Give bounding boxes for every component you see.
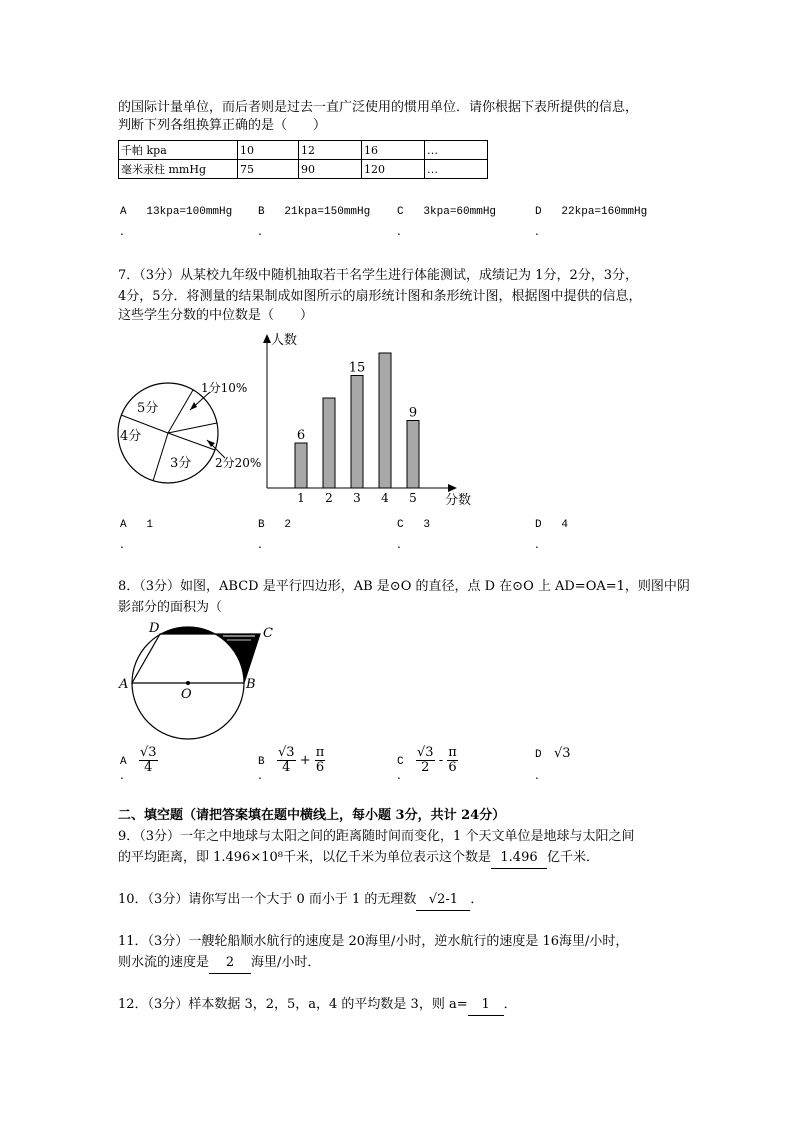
fraction [416,746,435,775]
pie-label-2: 2分20% [215,456,262,470]
x-tick-label: 4 [381,491,389,505]
option-c[interactable] [397,206,496,218]
q10-text [118,890,483,911]
operator: + [299,753,311,768]
option-d[interactable] [535,206,647,218]
option-dot: . [535,537,539,551]
bar-series [295,353,419,505]
geometry-figure [115,620,285,745]
y-axis-label: 人数 [271,333,298,348]
q12-text [118,995,517,1016]
pie-label-4: 4分 [120,429,142,444]
pie-label-1: 1分10% [201,381,248,395]
table-cell: 千帕 kpa [119,141,238,160]
q11-text-line1: 11．（3分）一艘轮船顺水航行的速度是 20海里/小时，逆水航行的速度是 16海里/小时， [118,934,629,949]
option-b[interactable] [258,519,291,531]
fraction [315,746,326,775]
q9-text-line1: 9．（3分）一年之中地球与太阳之间的距离随时间而变化，1 个天文单位是地球与太阳之间 [118,829,635,844]
option-letter: A [120,756,127,768]
pie-divider [168,423,217,433]
center-point [186,681,190,685]
label-b: B [246,677,256,692]
operator: - [438,753,444,768]
label-o: O [181,687,192,702]
fraction-numerator: √3 [417,745,434,760]
label-d: D [149,621,160,636]
y-axis-arrow-icon [263,334,271,343]
fraction-numerator: √3 [278,745,295,760]
pie-chart [115,370,275,490]
pie-divider [153,433,168,481]
q7-text-line2: 4分，5分．将测量的结果制成如图所示的扇形统计图和条形统计图，根据图中提供的信息， [118,289,642,304]
x-tick-label: 3 [353,491,361,505]
x-tick-label: 2 [325,491,333,505]
table-row [119,141,488,160]
option-text: 1 [146,519,154,531]
option-letter: C [397,206,404,218]
table-cell: … [425,141,488,160]
pie-label-3: 3分 [170,456,192,471]
table-cell: 120 [362,160,425,179]
q10-answer-blank[interactable]: √2-1 [416,890,470,911]
option-text: 13kpa=100mmHg [146,206,233,218]
option-letter: B [258,519,265,531]
table-cell: 毫米汞柱 mmHg [119,160,238,179]
option-text: 3 [423,519,431,531]
option-dot: . [397,537,401,551]
q7-text-line3: 这些学生分数的中位数是（ ） [118,308,314,323]
option-b[interactable] [258,746,325,775]
table-cell: 16 [362,141,425,160]
option-a[interactable] [120,746,158,775]
table-cell: … [425,160,488,179]
option-text: 2 [284,519,292,531]
q9-text-line2 [118,848,599,869]
option-letter: A [120,519,127,531]
q9-answer-blank[interactable]: 1.496 [491,848,547,869]
fraction-denominator: 6 [448,760,457,775]
table-row [119,160,488,179]
bar-5 [407,421,419,489]
label-a: A [119,677,129,692]
bar-1 [295,443,307,488]
q11-text-line2 [118,953,320,974]
q12-text-post: ． [503,997,517,1012]
fraction-numerator: π [315,745,325,760]
fraction [139,746,158,775]
option-text: 3kpa=60mmHg [423,206,497,218]
option-letter: C [397,519,404,531]
x-axis-arrow-icon [448,484,457,492]
option-letter: D [535,206,542,218]
q11-text-post: 海里/小时． [251,955,321,970]
option-text: 21kpa=150mmHg [284,206,371,218]
option-d[interactable] [535,746,571,761]
bar-data-label: 6 [296,428,306,443]
option-d[interactable] [535,519,568,531]
fraction [447,746,458,775]
option-c[interactable] [397,519,430,531]
q9-text: 的平均距离，即 1.496×10⁸千米，以亿千米为单位表示这个数是 [118,850,491,865]
q12-text-pre: 12．（3分）样本数据 3，2，5，a，4 的平均数是 3，则 a= [118,997,468,1012]
option-text: 22kpa=160mmHg [561,206,648,218]
bar-data-label: 15 [348,360,366,376]
bar-3 [351,376,363,489]
pie-label-5: 5分 [137,401,159,416]
option-letter: D [535,519,542,531]
shaded-segment [160,626,216,634]
option-letter: B [258,756,265,768]
q8-text-line2: 影部分的面积为（ [118,600,223,615]
q6-text-line1: 的国际计量单位，而后者则是过去一直广泛使用的惯用单位．请你根据下表所提供的信息， [118,100,639,115]
section-title: 二、填空题（请把答案填在题中横线上，每小题 3分，共计 24分） [118,808,506,823]
option-dot: . [120,768,124,782]
option-dot: . [120,537,124,551]
option-letter: D [535,749,542,761]
option-letter: A [120,206,127,218]
fraction-denominator: 4 [282,760,291,775]
x-axis-label: 分数 [445,493,472,508]
q10-text-pre: 10．（3分）请你写出一个大于 0 而小于 1 的无理数 [118,892,417,907]
fraction-denominator: 6 [315,760,325,775]
q8-text-line1: 8．（3分）如图，ABCD 是平行四边形，AB 是⊙O 的直径，点 D 在⊙O 上 AD=OA=1，则图中阴 [118,579,690,594]
fraction-denominator: 4 [144,760,153,775]
pie-divider [168,390,193,433]
option-text: 4 [561,519,569,531]
option-a[interactable] [120,206,232,218]
bar-chart [255,330,485,510]
option-text: √3 [554,746,571,761]
table-cell: 10 [238,141,299,160]
bar-4 [379,353,391,488]
table-cell: 12 [299,141,362,160]
fraction-denominator: 2 [421,760,430,775]
bar-2 [323,398,335,488]
fraction-numerator: √3 [140,745,157,760]
option-dot: . [258,224,262,238]
option-letter: B [258,206,265,218]
q12-answer-blank[interactable]: 1 [468,995,504,1016]
q11-text-pre: 则水流的速度是 [118,955,210,970]
table-cell: 75 [238,160,299,179]
bar-data-label: 9 [408,405,418,421]
option-dot: . [258,768,262,782]
option-dot: . [535,224,539,238]
label-c: C [263,626,273,641]
option-b[interactable] [258,206,370,218]
option-dot: . [120,224,124,238]
option-a[interactable] [120,519,153,531]
q9-text: 亿千米． [547,850,600,865]
table-cell: 90 [299,160,362,179]
conversion-table [118,140,488,179]
option-dot: . [397,768,401,782]
x-tick-label: 5 [409,491,417,505]
q7-text-line1: 7．（3分）从某校九年级中随机抽取若干名学生进行体能测试，成绩记为 1分，2分，3分， [118,268,638,283]
fraction-numerator: π [448,745,457,760]
option-dot: . [397,224,401,238]
x-tick-label: 1 [297,491,305,505]
arrow-head-icon [207,440,215,447]
q11-answer-blank[interactable]: 2 [209,953,251,974]
option-letter: C [397,756,404,768]
arrow-head-icon [190,402,197,410]
fraction [277,746,296,775]
option-c[interactable] [397,746,458,775]
q6-text-line2: 判断下列各组换算正确的是（ ） [118,118,327,133]
option-dot: . [535,768,539,782]
option-dot: . [258,537,262,551]
q10-text-post: ． [470,892,484,907]
